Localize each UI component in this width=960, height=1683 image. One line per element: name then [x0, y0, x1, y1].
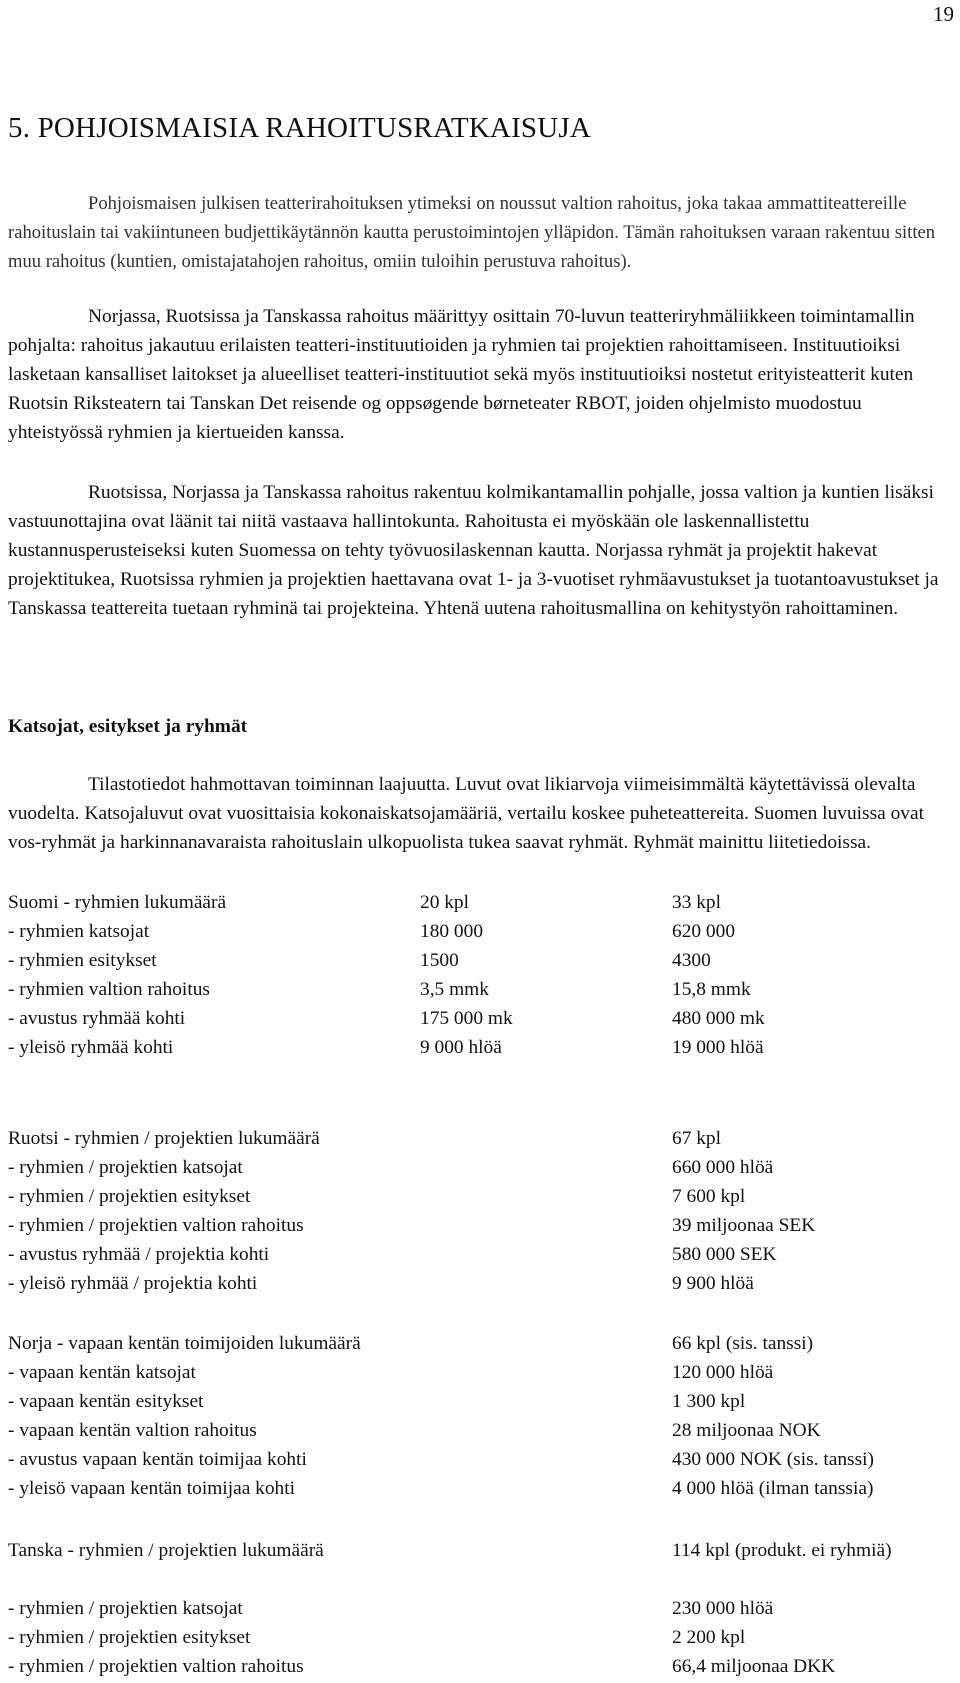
table-row — [8, 1240, 958, 1269]
row-label: - yleisö ryhmää / projektia kohti — [8, 1273, 258, 1294]
row-label: - ryhmien / projektien katsojat — [8, 1157, 243, 1178]
row-value: 7 600 kpl — [672, 1186, 746, 1207]
row-value-2: 4300 — [672, 950, 711, 971]
table-row — [8, 1004, 958, 1033]
row-value: 1 300 kpl — [672, 1391, 746, 1412]
page-number: 19 — [933, 2, 954, 26]
table-row — [8, 1269, 958, 1298]
row-value: 4 000 hlöä (ilman tanssia) — [672, 1478, 874, 1499]
table-row — [8, 1153, 958, 1182]
table-row — [8, 917, 958, 946]
row-value: 580 000 SEK — [672, 1244, 777, 1265]
paragraph-4-text: Tilastotiedot hahmottavan toiminnan laajuutta. Luvut ovat likiarvoja viimeisimmältä käytettävissä olevalta vuodelta. Katsojaluvut ovat vuosittaisia kokonaiskatsojamääriä, vertailu koskee puheteattereita. Suomen luvuissa ovat vos-ryhmät ja harkinnanavaraista rahoituslain ulkopuolista tukea saavat ryhmät. Ryhmät mainittu liitetiedoissa. — [8, 774, 924, 853]
table-row — [8, 946, 958, 975]
row-label: - ryhmien / projektien valtion rahoitus — [8, 1215, 304, 1236]
row-value-1: 175 000 mk — [420, 1008, 513, 1029]
row-value: 39 miljoonaa SEK — [672, 1215, 816, 1236]
row-value-2: 620 000 — [672, 921, 736, 942]
row-value-1: 180 000 — [420, 921, 484, 942]
row-label: - vapaan kentän valtion rahoitus — [8, 1420, 257, 1441]
row-label: - yleisö ryhmää kohti — [8, 1037, 174, 1058]
row-value: 230 000 hlöä — [672, 1598, 774, 1619]
row-value-1: 1500 — [420, 950, 459, 971]
row-label: - vapaan kentän katsojat — [8, 1362, 196, 1383]
norway-table — [8, 1329, 958, 1503]
table-row — [8, 1652, 958, 1681]
table-row — [8, 1416, 958, 1445]
row-value-2: 480 000 mk — [672, 1008, 765, 1029]
paragraph-1-text: Pohjoismaisen julkisen teatterirahoituksen ytimeksi on noussut valtion rahoitus, joka takaa ammattiteattereille rahoituslain tai vakiintuneen budjettikäytännön kautta perustoimintojen ylläpidon. Tämän rahoituksen varaan rakentuu sitten muu rahoitus (kuntien, omistajatahojen rahoitus, omiin tuloihin perustuva rahoitus). — [8, 193, 936, 272]
row-value: 66 kpl (sis. tanssi) — [672, 1333, 814, 1354]
denmark-table — [8, 1536, 958, 1681]
table-row — [8, 1124, 958, 1153]
table-row — [8, 975, 958, 1004]
row-value: 28 miljoonaa NOK — [672, 1420, 821, 1441]
table-row — [8, 1329, 958, 1358]
row-label: - avustus ryhmää / projektia kohti — [8, 1244, 270, 1265]
row-value-1: 9 000 hlöä — [420, 1037, 502, 1058]
row-label: Ruotsi - ryhmien / projektien lukumäärä — [8, 1128, 320, 1149]
row-value: 660 000 hlöä — [672, 1157, 774, 1178]
row-label: Tanska - ryhmien / projektien lukumäärä — [8, 1540, 324, 1561]
paragraph-2-text: Norjassa, Ruotsissa ja Tanskassa rahoitus määrittyy osittain 70-luvun teatteriryhmäliikkeen toimintamallin pohjalta: rahoitus jakautuu erilaisten teatteri-instituutioiden ja ryhmien tai projektien rahoittamiseen. Instituutioiksi lasketaan kansalliset laitokset ja alueelliset teatteri-instituutiot sekä myös instituutioiksi nostetut erityisteatterit kuten Ruotsin Riksteatern tai Tanskan Det reisende og oppsøgende børneteater RBOT, joiden ohjelmisto muodostuu yhteistyössä ryhmien ja kiertueiden kanssa. — [8, 306, 915, 443]
row-value: 2 200 kpl — [672, 1627, 746, 1648]
row-value-2: 19 000 hlöä — [672, 1037, 764, 1058]
table-row — [8, 1445, 958, 1474]
row-value: 9 900 hlöä — [672, 1273, 754, 1294]
paragraph-2 — [8, 302, 958, 447]
row-value: 114 kpl (produkt. ei ryhmiä) — [672, 1540, 892, 1561]
section-heading: 5. POHJOISMAISIA RAHOITUSRATKAISUJA — [8, 112, 592, 144]
row-value-1: 3,5 mmk — [420, 979, 489, 1000]
table-row — [8, 1358, 958, 1387]
row-value-2: 15,8 mmk — [672, 979, 751, 1000]
finland-table — [8, 888, 958, 1062]
paragraph-1 — [8, 189, 958, 276]
row-label: - ryhmien esitykset — [8, 950, 157, 971]
row-label: - ryhmien valtion rahoitus — [8, 979, 210, 1000]
row-value: 67 kpl — [672, 1128, 722, 1149]
row-value: 430 000 NOK (sis. tanssi) — [672, 1449, 874, 1470]
row-label: - ryhmien katsojat — [8, 921, 150, 942]
table-row — [8, 888, 958, 917]
row-value-2: 33 kpl — [672, 892, 722, 913]
row-label: Norja - vapaan kentän toimijoiden lukumäärä — [8, 1333, 361, 1354]
row-value: 120 000 hlöä — [672, 1362, 774, 1383]
table-row — [8, 1211, 958, 1240]
row-label: - vapaan kentän esitykset — [8, 1391, 204, 1412]
paragraph-4 — [8, 770, 958, 857]
row-label: - avustus ryhmää kohti — [8, 1008, 186, 1029]
paragraph-3 — [8, 478, 958, 623]
row-label: - ryhmien / projektien esitykset — [8, 1186, 251, 1207]
row-label: - ryhmien / projektien katsojat — [8, 1598, 243, 1619]
sweden-table — [8, 1124, 958, 1298]
row-label: - ryhmien / projektien valtion rahoitus — [8, 1656, 304, 1677]
row-value: 66,4 miljoonaa DKK — [672, 1656, 836, 1677]
row-label: - yleisö vapaan kentän toimijaa kohti — [8, 1478, 296, 1499]
table-row — [8, 1623, 958, 1652]
row-label: - avustus vapaan kentän toimijaa kohti — [8, 1449, 307, 1470]
table-row — [8, 1033, 958, 1062]
table-row — [8, 1474, 958, 1503]
row-value-1: 20 kpl — [420, 892, 470, 913]
table-row — [8, 1536, 958, 1594]
row-label: - ryhmien / projektien esitykset — [8, 1627, 251, 1648]
row-label: Suomi - ryhmien lukumäärä — [8, 892, 227, 913]
table-row — [8, 1182, 958, 1211]
subheading: Katsojat, esitykset ja ryhmät — [8, 716, 248, 737]
table-row — [8, 1594, 958, 1623]
paragraph-3-text: Ruotsissa, Norjassa ja Tanskassa rahoitus rakentuu kolmikantamallin pohjalle, jossa valtion ja kuntien lisäksi vastuunottajina ovat läänit tai niitä vastaava hallintokunta. Rahoitusta ei myöskään ole laskennallistettu kustannusperusteiseksi kuten Suomessa on tehty työvuosilaskennan kautta. Norjassa ryhmät ja projektit hakevat projektitukea, Ruotsissa ryhmien ja projektien haettavana ovat 1- ja 3-vuotiset ryhmäavustukset ja tuotantoavustukset ja Tanskassa teattereita tuetaan ryhminä tai projekteina. Yhtenä uutena rahoitusmallina on kehitystyön rahoittaminen. — [8, 482, 939, 619]
table-row — [8, 1387, 958, 1416]
